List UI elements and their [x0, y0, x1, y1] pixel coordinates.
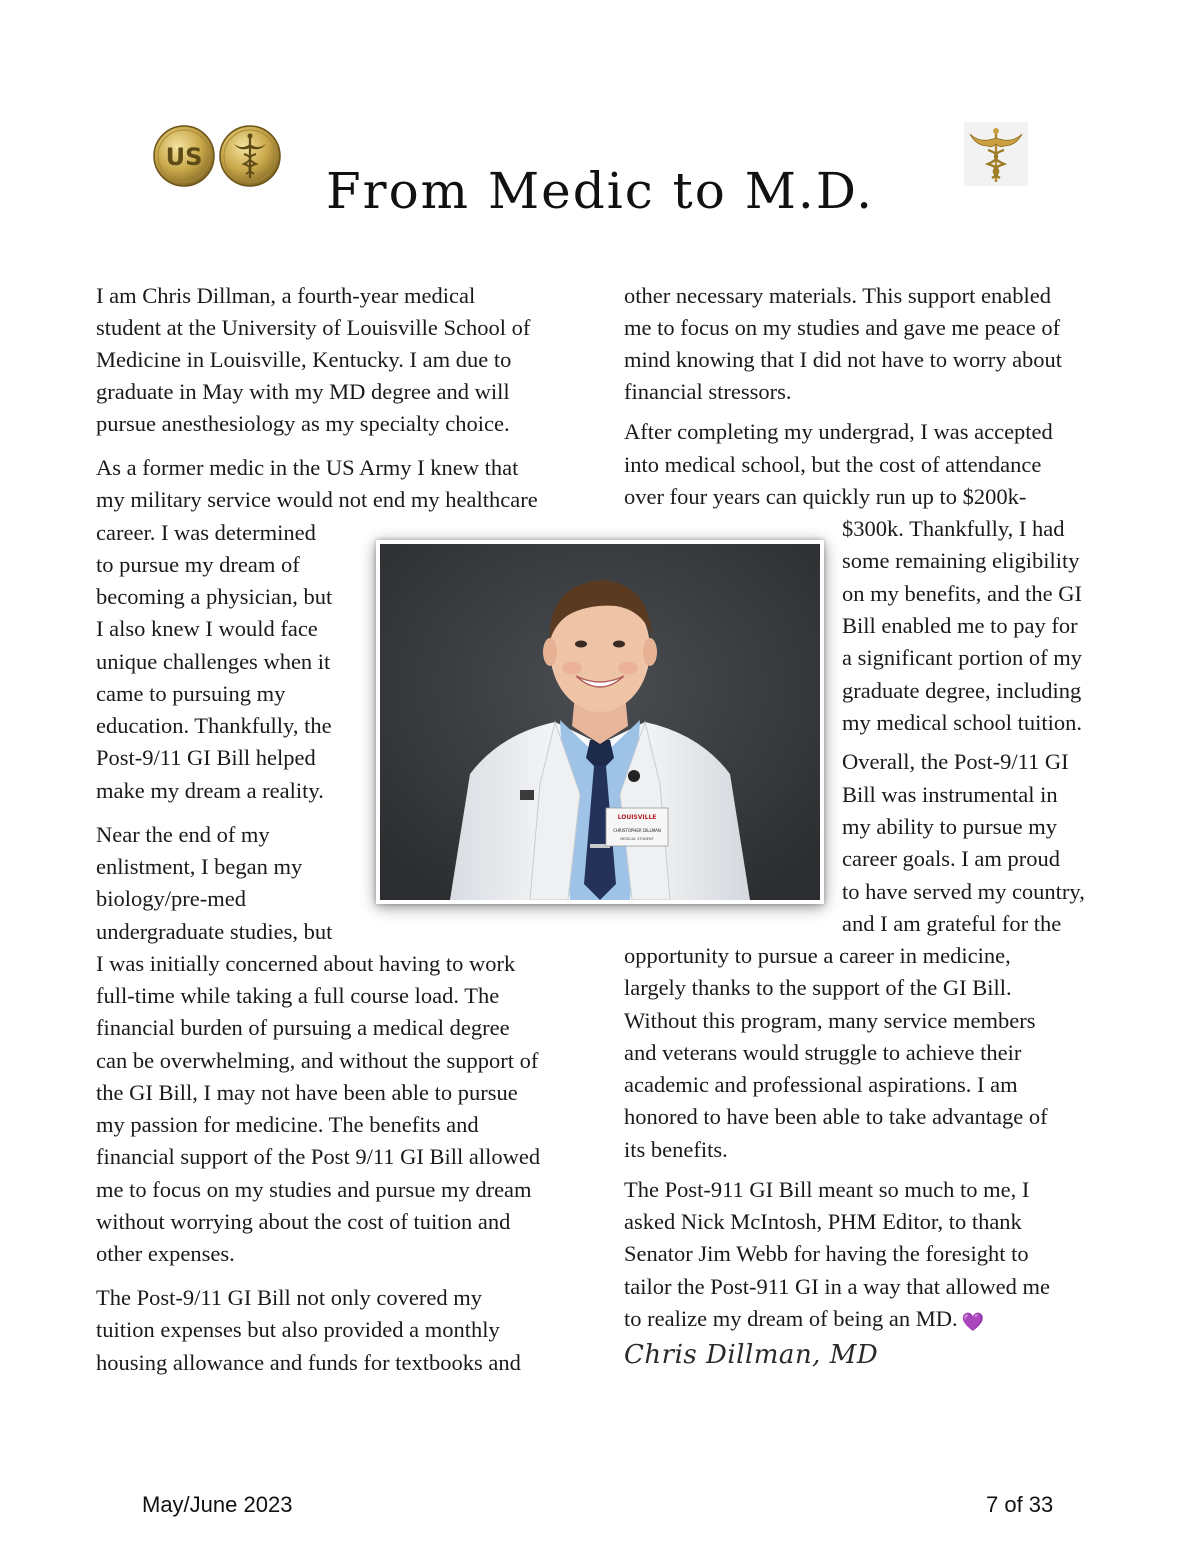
article-text-line: some remaining eligibility — [842, 548, 1080, 573]
article-text-line: and veterans would struggle to achieve their — [624, 1040, 1022, 1065]
article-text-line: undergraduate studies, but — [96, 919, 333, 944]
article-text-line: on my benefits, and the GI — [842, 581, 1082, 606]
article-text-line: housing allowance and funds for textbooks and — [96, 1350, 521, 1375]
article-text-line: mind knowing that I did not have to worry about — [624, 347, 1063, 372]
article-text-line: Without this program, many service members — [624, 1008, 1036, 1033]
article-text-line: career. I was determined — [96, 520, 316, 545]
article-text-line: Overall, the Post-9/11 GI — [842, 749, 1069, 774]
article-text-line: The Post-911 GI Bill meant so much to me, I — [624, 1177, 1030, 1202]
article-text-line: my military service would not end my healthcare — [96, 487, 538, 512]
article-text-line: Senator Jim Webb for having the foresight to — [624, 1241, 1029, 1266]
badge-school-text: LOUISVILLE — [617, 814, 657, 821]
article-text-line: largely thanks to the support of the GI Bill. — [624, 975, 1012, 1000]
article-text-line: full-time while taking a full course load. The — [96, 983, 500, 1008]
article-text-line: me to focus on my studies and pursue my dream — [96, 1177, 532, 1202]
article-text-line: becoming a physician, but — [96, 584, 333, 609]
article-text-line: me to focus on my studies and gave me peace of — [624, 315, 1061, 340]
author-signature: Chris Dillman, MD — [624, 1340, 879, 1370]
issue-date: May/June 2023 — [142, 1492, 293, 1517]
purple-heart-icon: 💜 — [961, 1312, 985, 1332]
article-text-line: its benefits. — [624, 1137, 728, 1162]
caduceus-icon — [964, 122, 1028, 186]
article-text-line: student at the University of Louisville School of — [96, 315, 531, 340]
article-text-line: make my dream a reality. — [96, 778, 324, 803]
medical-corps-insignia-icon — [218, 124, 282, 193]
article-text-line: tailor the Post-911 GI in a way that allowed me — [624, 1274, 1050, 1299]
article-text-line: opportunity to pursue a career in medicine, — [624, 943, 1011, 968]
article-text-line: Bill enabled me to pay for — [842, 613, 1078, 638]
article-text-line-with-heart — [624, 1303, 984, 1338]
article-text-line: honored to have been able to take advantage of — [624, 1104, 1048, 1129]
article-text-line: financial burden of pursuing a medical degree — [96, 1015, 510, 1040]
article-text-line: pursue anesthesiology as my specialty choice. — [96, 411, 510, 436]
article-text-line: came to pursuing my — [96, 681, 286, 706]
us-insignia-text: US — [165, 143, 203, 171]
article-text-line: financial support of the Post 9/11 GI Bill allowed — [96, 1144, 541, 1169]
badge-name-text: CHRISTOPHER DILLMAN — [613, 828, 661, 833]
article-text-line: over four years can quickly run up to $200k- — [624, 484, 1027, 509]
article-text-line: career goals. I am proud — [842, 846, 1061, 871]
article-text-line: unique challenges when it — [96, 649, 331, 674]
article-text-line: into medical school, but the cost of attendance — [624, 452, 1042, 477]
article-text-line: my passion for medicine. The benefits and — [96, 1112, 479, 1137]
article-text-line: asked Nick McIntosh, PHM Editor, to thank — [624, 1209, 1022, 1234]
article-text-line: graduate in May with my MD degree and will — [96, 379, 510, 404]
article-text-line: graduate degree, including — [842, 678, 1082, 703]
page-number: 7 of 33 — [986, 1492, 1054, 1517]
article-text-line: enlistment, I began my — [96, 854, 303, 879]
article-text-line: my ability to pursue my — [842, 814, 1057, 839]
article-text-line: academic and professional aspirations. I am — [624, 1072, 1018, 1097]
article-text-line: Medicine in Louisville, Kentucky. I am due to — [96, 347, 512, 372]
article-text-line: Bill was instrumental in — [842, 782, 1058, 807]
article-text-line: can be overwhelming, and without the support of — [96, 1048, 539, 1073]
article-text-line: the GI Bill, I may not have been able to pursue — [96, 1080, 518, 1105]
article-text-line: $300k. Thankfully, I had — [842, 516, 1065, 541]
us-insignia-icon — [152, 124, 216, 193]
article-text-line: Near the end of my — [96, 822, 270, 847]
article-text-line: financial stressors. — [624, 379, 792, 404]
article-text-line: tuition expenses but also provided a monthly — [96, 1317, 500, 1342]
portrait-photo — [376, 540, 824, 904]
article-text-line: without worrying about the cost of tuition and — [96, 1209, 511, 1234]
page-title: From Medic to M.D. — [325, 161, 875, 220]
article-text-line: Post-9/11 GI Bill helped — [96, 745, 316, 770]
article-text-line: biology/pre-med — [96, 886, 246, 911]
article-text-line: As a former medic in the US Army I knew that — [96, 455, 519, 480]
article-text-line: other expenses. — [96, 1241, 235, 1266]
article-text-line: education. Thankfully, the — [96, 713, 332, 738]
article-text-line: The Post-9/11 GI Bill not only covered my — [96, 1285, 482, 1310]
badge-role-text: MEDICAL STUDENT — [620, 837, 654, 841]
article-text-line: to realize my dream of being an MD. — [624, 1306, 958, 1331]
article-text-line: a significant portion of my — [842, 645, 1082, 670]
article-text-line: I also knew I would face — [96, 616, 318, 641]
article-text-line: I was initially concerned about having to work — [96, 951, 516, 976]
article-text-line: After completing my undergrad, I was accepted — [624, 419, 1053, 444]
article-text-line: and I am grateful for the — [842, 911, 1062, 936]
article-text-line: I am Chris Dillman, a fourth-year medical — [96, 283, 476, 308]
article-text-line: to pursue my dream of — [96, 552, 300, 577]
article-text-line: my medical school tuition. — [842, 710, 1082, 735]
article-text-line: to have served my country, — [842, 879, 1085, 904]
article-text-line: other necessary materials. This support enabled — [624, 283, 1051, 308]
